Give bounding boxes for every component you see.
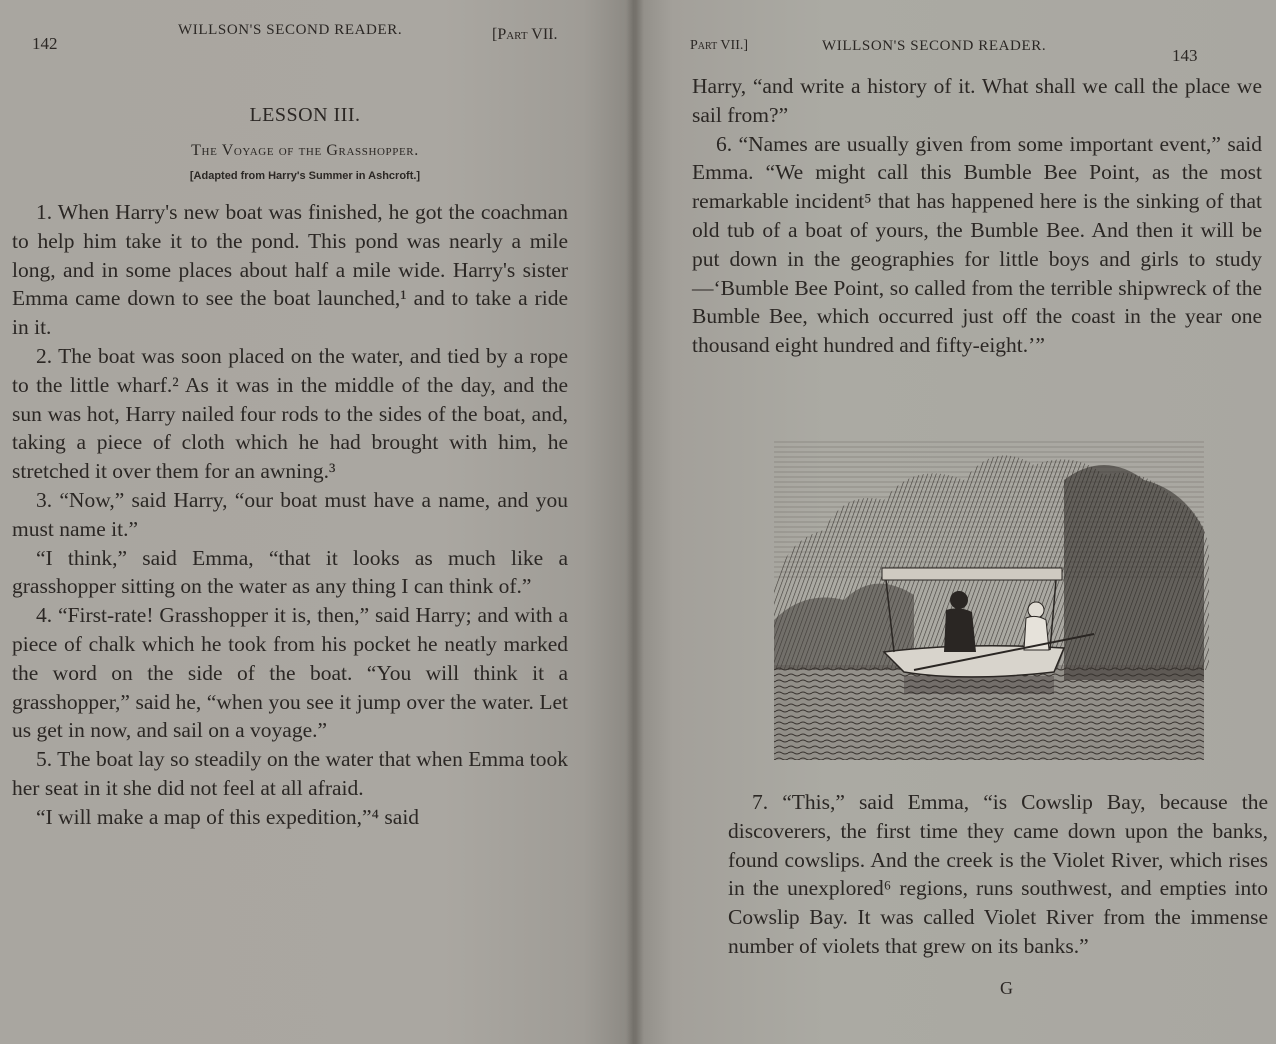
running-head-left: WILLSON'S SECOND READER.	[178, 22, 403, 38]
paragraph: 2. The boat was soon placed on the water, and tied by a rope to the little wharf.² As it was in the middle of the day, and the sun was hot, Harry nailed four rods to the sides of the boat, and, taking a piece of cloth which he had brought with him, he stretched it over them for an awning.³	[12, 343, 568, 484]
boat-engraving-illustration	[764, 420, 1214, 770]
paragraph: 7. “This,” said Emma, “is Cowslip Bay, because the discoverers, the first time they came down upon the banks, found cowslips. And the creek is the Violet River, which rises in the unexplored⁶ regions, runs southwest, and empties into Cowslip Bay. It was called Violet River from the immense number of violets that grew on its banks.”	[728, 790, 1268, 958]
page-number-left: 142	[32, 34, 58, 53]
book-gutter	[626, 0, 644, 1044]
paragraph: Harry, “and write a history of it. What shall we call the place we sail from?”	[692, 74, 1262, 127]
adapted-note: [Adapted from Harry's Summer in Ashcroft.]	[189, 170, 421, 182]
paragraph: 3. “Now,” said Harry, “our boat must have a name, and you must name it.”	[12, 487, 568, 541]
left-body-text	[12, 198, 568, 832]
paragraph: 1. When Harry's new boat was finished, he got the coachman to help him take it to the pond. This pond was nearly a mile long, and in some places about half a mile wide. Harry's sister Emma came down to see the boat launched,¹ and to take a ride in it.	[12, 200, 568, 340]
page-number-right: 143	[1172, 46, 1198, 65]
running-head-right: WILLSON'S SECOND READER.	[822, 38, 1047, 54]
lesson-title: LESSON III.	[249, 104, 361, 126]
paragraph: “I will make a map of this expedition,”⁴ said	[36, 804, 420, 829]
signature-mark: G	[1000, 978, 1013, 998]
right-body-text-top	[692, 72, 1262, 360]
right-body-text-bottom	[728, 788, 1268, 961]
lesson-subtitle: The Voyage of the Grasshopper.	[191, 142, 419, 159]
right-page	[634, 0, 1276, 1044]
paragraph: 5. The boat lay so steadily on the water that when Emma took her seat in it she did not feel at all afraid.	[12, 747, 568, 800]
left-page	[0, 0, 634, 1044]
paragraph: 4. “First-rate! Grasshopper it is, then,” said Harry; and with a piece of chalk which he took from his pocket he neatly marked the word on the side of the boat. “You will think it a grasshopper,” said he, “when you see it jump over the water. Let us get in now, and sail on a voyage.”	[12, 603, 568, 743]
paragraph: “I think,” said Emma, “that it looks as much like a grasshopper sitting on the water as any thing I can think of.”	[12, 545, 568, 599]
paragraph: 6. “Names are usually given from some important event,” said Emma. “We might call this Bumble Bee Point, as the most remarkable incident⁵ that has happened here is the sinking of that old tub of a boat of yours, the Bumble Bee. And then it will be put down in the geographies for little boys and girls to study—‘Bumble Bee Point, so called from the terrible shipwreck of the Bumble Bee, which occurred just off the coast in the year one thousand eight hundred and fifty-eight.’”	[692, 131, 1262, 358]
part-label-right: Part VII.]	[690, 38, 749, 53]
part-label-left: [Part VII.	[492, 26, 558, 43]
